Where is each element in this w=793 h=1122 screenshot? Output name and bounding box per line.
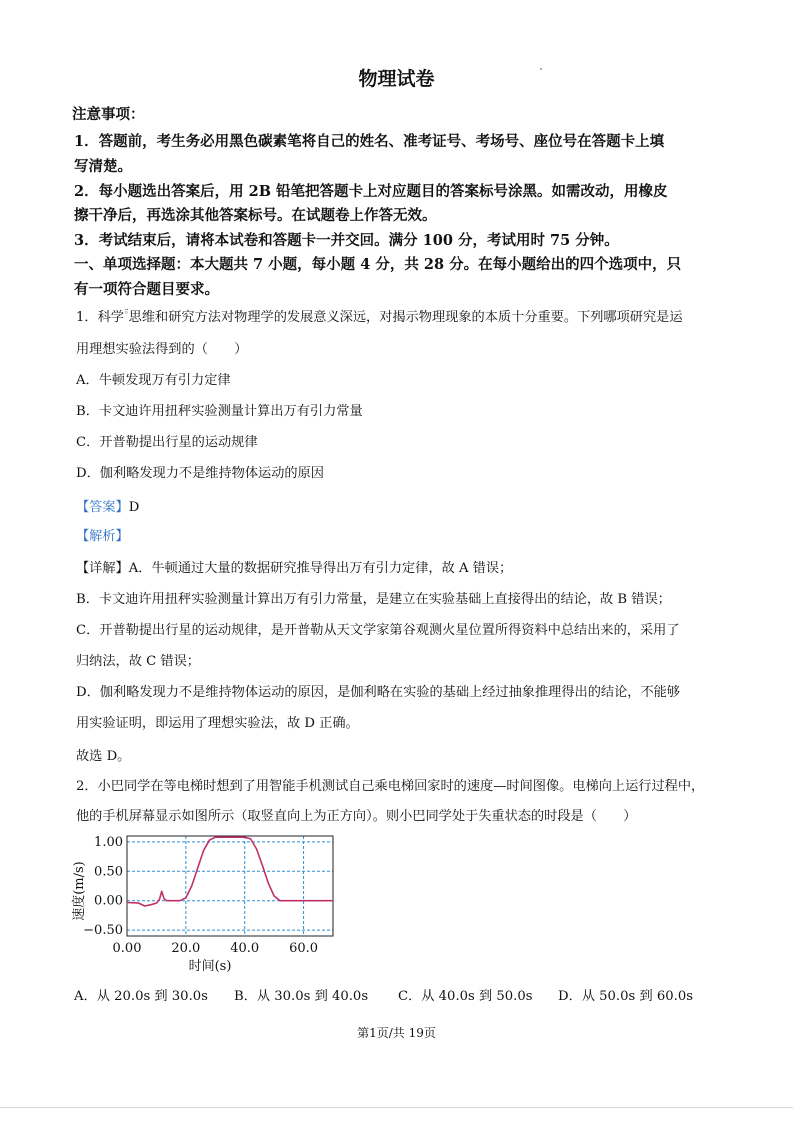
- notice-item-2-line-1: 2．每小题选出答案后，用 2B 铅笔把答题卡上对应题目的答案标号涂黑。如需改动，用橡皮: [74, 183, 668, 200]
- analysis-tag: 【解析】: [76, 529, 129, 544]
- q2-option-d: D．从 50.0s 到 60.0s: [558, 989, 693, 1004]
- q1-stem-line-2: 用理想实验法得到的（ ）: [76, 342, 248, 357]
- q1-option-d: D．伽利略发现力不是维持物体运动的原因: [76, 466, 324, 481]
- answer-value: D: [128, 500, 140, 515]
- q1-option-a: A．牛顿发现万有引力定律: [76, 373, 231, 388]
- y-tick-label: −0.50: [83, 923, 123, 939]
- velocity-time-chart: [70, 830, 340, 972]
- y-tick-label: 0.50: [94, 864, 123, 880]
- q1-detail-a: 【详解】A．牛顿通过大量的数据研究推导得出万有引力定律，故 A 错误；: [76, 561, 513, 576]
- y-tick-label: 0.00: [94, 893, 123, 909]
- page-title: 物理试卷: [358, 68, 435, 90]
- small-artifact-glyph: ◦̈: [123, 308, 129, 318]
- x-axis-label: 时间(s): [188, 959, 232, 972]
- bottom-rule: [0, 1107, 793, 1108]
- q1-stem-rest: 思维和研究方法对物理学的发展意义深远，对揭示物理现象的本质十分重要。下列哪项研究是运: [128, 310, 683, 325]
- section-heading-line-1: 一、单项选择题：本大题共 7 小题，每小题 4 分，共 28 分。在每小题给出的四个选项中，只: [74, 256, 682, 273]
- notice-item-2-line-2: 擦干净后，再选涂其他答案标号。在试题卷上作答无效。: [74, 207, 437, 224]
- q1-option-c: C．开普勒提出行星的运动规律: [76, 435, 258, 450]
- q1-detail-c-line-1: C．开普勒提出行星的运动规律，是开普勒从天文学家第谷观测火星位置所得资料中总结出来的，采用了: [76, 623, 680, 638]
- notice-item-1-line-2: 写清楚。: [74, 158, 132, 175]
- y-axis-label: 速度(m/s): [72, 861, 87, 921]
- scan-speck: [540, 68, 542, 70]
- notice-heading: 注意事项：: [72, 106, 145, 123]
- plot-frame: [127, 836, 333, 936]
- q1-detail-d-line-2: 用实验证明，即运用了理想实验法，故 D 正确。: [76, 716, 359, 731]
- x-tick-label: 0.00: [112, 941, 142, 956]
- q1-stem-start: 1．科学: [76, 310, 124, 325]
- notice-item-1-line-1: 1．答题前，考生务必用黑色碳素笔将自己的姓名、准考证号、考场号、座位号在答题卡上填: [74, 133, 665, 150]
- notice-item-3: 3．考试结束后，请将本试卷和答题卡一并交回。满分 100 分，考试用时 75 分钟。: [74, 232, 619, 249]
- q1-option-b: B．卡文迪许用扭秤实验测量计算出万有引力常量: [76, 404, 363, 419]
- x-tick-label: 40.0: [230, 941, 260, 956]
- q2-option-c: C．从 40.0s 到 50.0s: [398, 989, 533, 1004]
- q2-stem-line-1: 2．小巴同学在等电梯时想到了用智能手机测试自己乘电梯回家时的速度—时间图像。电梯向上运行过程中，: [76, 779, 705, 794]
- q1-answer: [76, 496, 139, 515]
- answer-tag: 【答案】: [76, 500, 129, 515]
- q2-stem-line-2: 他的手机屏幕显示如图所示（取竖直向上为正方向）。则小巴同学处于失重状态的时段是（ ）: [76, 809, 637, 824]
- section-heading-line-2: 有一项符合题目要求。: [74, 281, 219, 298]
- y-tick-label: 1.00: [94, 834, 123, 850]
- q1-conclusion: 故选 D。: [76, 749, 131, 764]
- q1-detail-d-line-1: D．伽利略发现力不是维持物体运动的原因，是伽利略在实验的基础上经过抽象推理得出的结论，不能够: [76, 685, 681, 700]
- page-footer: 第1页/共 19页: [357, 1026, 436, 1040]
- q1-detail-c-line-2: 归纳法，故 C 错误；: [76, 654, 200, 669]
- x-tick-label: 60.0: [289, 941, 319, 956]
- q1-stem-line-1: [76, 306, 683, 325]
- q1-detail-b: B．卡文迪许用扭秤实验测量计算出万有引力常量，是建立在实验基础上直接得出的结论，故 B 错误；: [76, 592, 671, 607]
- q2-option-b: B．从 30.0s 到 40.0s: [234, 989, 369, 1004]
- q2-option-a: A．从 20.0s 到 30.0s: [74, 989, 208, 1004]
- x-tick-label: 20.0: [171, 941, 201, 956]
